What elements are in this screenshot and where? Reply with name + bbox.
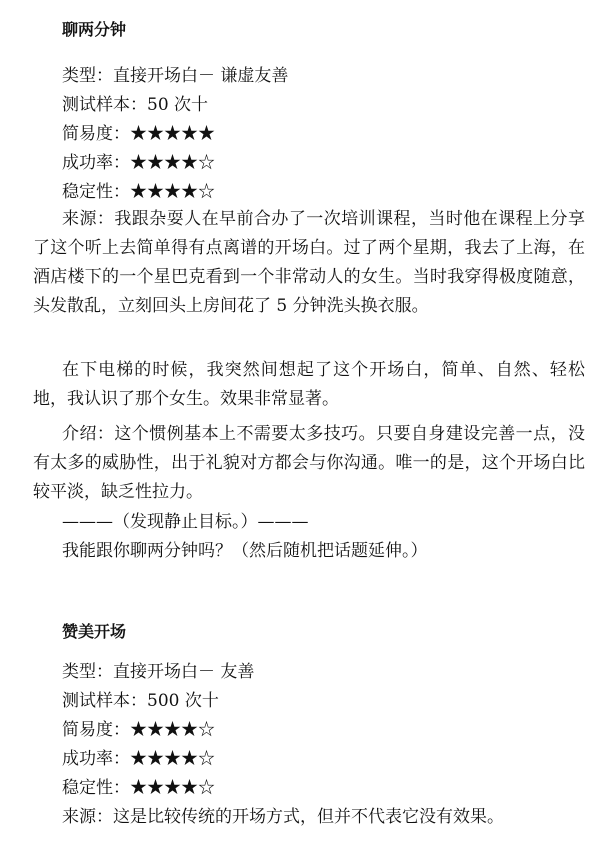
section2-type: 类型：直接开场白－ 友善 — [62, 662, 255, 682]
section-title-compliment-opener: 赞美开场 — [62, 622, 127, 641]
section2-source-paragraph: 来源：这是比较传统的开场方式，但并不代表它没有效果。 — [62, 807, 504, 827]
section1-elevator-paragraph: 在下电梯的时候，我突然间想起了这个开场白，简单、自然、轻松地，我认识了那个女生。效果非常显著。 — [33, 360, 585, 409]
section1-success-rating: 成功率：★★★★☆ — [62, 153, 215, 173]
section2-ease-rating: 简易度：★★★★☆ — [62, 720, 215, 740]
section1-source-paragraph: 来源：我跟杂耍人在早前合办了一次培训课程，当时他在课程上分享了这个听上去简单得有点离谱的开场白。过了两个星期，我去了上海，在酒店楼下的一个星巴克看到一个非常动人的女生。当时我穿得极度随意，头发散乱，立刻回头上房间花了 5 分钟洗头换衣服。 — [33, 209, 585, 316]
section1-divider-line: ———（发现静止目标。）——— — [62, 512, 309, 532]
section1-opener-line: 我能跟你聊两分钟吗？（然后随机把话题延伸。） — [62, 541, 428, 561]
section1-sample: 测试样本：50 次十 — [62, 95, 209, 115]
section2-stability-rating: 稳定性：★★★★☆ — [62, 778, 215, 798]
section2-success-rating: 成功率：★★★★☆ — [62, 749, 215, 769]
section1-type: 类型：直接开场白－ 谦虚友善 — [62, 66, 289, 86]
section1-stability-rating: 稳定性：★★★★☆ — [62, 182, 215, 202]
section2-sample: 测试样本：500 次十 — [62, 691, 219, 711]
section1-ease-rating: 简易度：★★★★★ — [62, 124, 215, 144]
section1-intro-paragraph: 介绍：这个惯例基本上不需要太多技巧。只要自身建设完善一点，没有太多的威胁性，出于礼貌对方都会与你沟通。唯一的是，这个开场白比较平淡，缺乏性拉力。 — [33, 424, 585, 502]
section-title-chat-two-minutes: 聊两分钟 — [62, 20, 127, 39]
